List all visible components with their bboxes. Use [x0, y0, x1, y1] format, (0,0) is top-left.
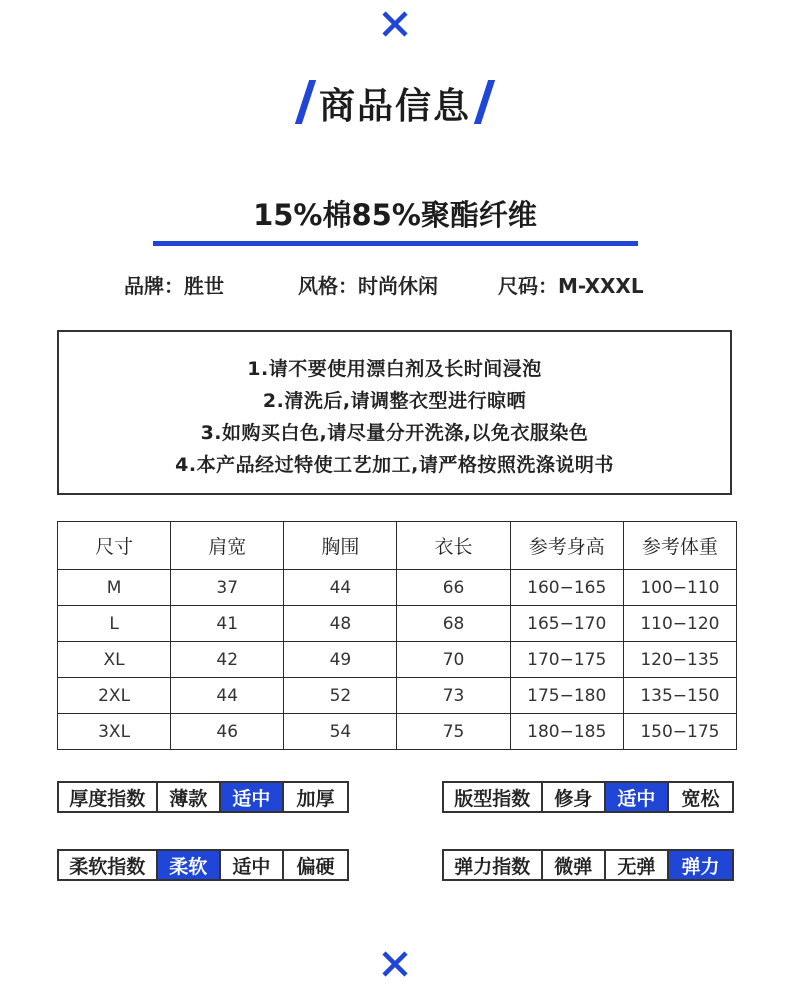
table-cell: 150−175	[623, 714, 736, 750]
fit-option: 宽松	[669, 783, 732, 811]
table-cell: 46	[171, 714, 284, 750]
table-row	[58, 606, 737, 642]
table-header-cell: 衣长	[397, 522, 510, 570]
table-cell: 49	[284, 642, 397, 678]
table-cell: 110−120	[623, 606, 736, 642]
slash-decoration-left	[295, 80, 316, 124]
table-cell: 66	[397, 570, 510, 606]
material-underline	[153, 241, 638, 246]
table-cell: 180−185	[510, 714, 623, 750]
table-cell: 37	[171, 570, 284, 606]
size-table	[57, 521, 737, 750]
care-line: 2.清洗后,请调整衣型进行晾晒	[262, 390, 527, 412]
table-header-cell: 胸围	[284, 522, 397, 570]
softness-option: 适中	[221, 851, 284, 879]
x-cross-icon	[379, 8, 411, 40]
table-cell: 160−165	[510, 570, 623, 606]
care-instructions-box	[57, 330, 732, 495]
table-cell: 48	[284, 606, 397, 642]
table-cell: 2XL	[58, 678, 171, 714]
table-cell: 100−110	[623, 570, 736, 606]
fit-index	[442, 781, 734, 813]
softness-option: 柔软	[158, 851, 221, 879]
care-line: 4.本产品经过特使工艺加工,请严格按照洗涤说明书	[175, 454, 614, 476]
thickness-index-label: 厚度指数	[59, 783, 158, 811]
care-line: 1.请不要使用漂白剂及长时间浸泡	[247, 358, 542, 380]
table-row	[58, 714, 737, 750]
material-composition: 15%棉85%聚酯纤维	[253, 198, 537, 232]
fit-option: 修身	[543, 783, 606, 811]
x-cross-icon	[379, 948, 411, 980]
table-cell: M	[58, 570, 171, 606]
table-cell: 44	[171, 678, 284, 714]
elasticity-option: 微弹	[543, 851, 606, 879]
table-cell: XL	[58, 642, 171, 678]
section-title	[0, 78, 790, 129]
table-row	[58, 642, 737, 678]
table-cell: 41	[171, 606, 284, 642]
table-cell: 170−175	[510, 642, 623, 678]
thickness-option: 适中	[221, 783, 284, 811]
elasticity-index-label: 弹力指数	[444, 851, 543, 879]
slash-decoration-right	[474, 80, 495, 124]
size-range-info: 尺码：M-XXXL	[498, 274, 644, 298]
fit-index-label: 版型指数	[444, 783, 543, 811]
thickness-option: 加厚	[284, 783, 347, 811]
elasticity-option: 弹力	[669, 851, 732, 879]
thickness-index	[57, 781, 349, 813]
brand-info: 品牌：胜世	[124, 274, 224, 298]
softness-index	[57, 849, 349, 881]
table-cell: 120−135	[623, 642, 736, 678]
elasticity-index	[442, 849, 734, 881]
style-info: 风格：时尚休闲	[298, 274, 438, 298]
table-cell: 175−180	[510, 678, 623, 714]
section-title-text: 商品信息	[318, 86, 471, 127]
table-cell: 73	[397, 678, 510, 714]
table-cell: 3XL	[58, 714, 171, 750]
table-row	[58, 570, 737, 606]
table-cell: 135−150	[623, 678, 736, 714]
softness-index-label: 柔软指数	[59, 851, 158, 879]
table-cell: 70	[397, 642, 510, 678]
fit-option: 适中	[606, 783, 669, 811]
table-cell: 54	[284, 714, 397, 750]
table-cell: 68	[397, 606, 510, 642]
elasticity-option: 无弹	[606, 851, 669, 879]
thickness-option: 薄款	[158, 783, 221, 811]
table-header-cell: 参考身高	[510, 522, 623, 570]
table-header-cell: 尺寸	[58, 522, 171, 570]
table-cell: 42	[171, 642, 284, 678]
table-cell: 165−170	[510, 606, 623, 642]
table-cell: 44	[284, 570, 397, 606]
table-header-cell: 肩宽	[171, 522, 284, 570]
table-header-row	[58, 522, 737, 570]
table-cell: L	[58, 606, 171, 642]
table-cell: 52	[284, 678, 397, 714]
table-row	[58, 678, 737, 714]
softness-option: 偏硬	[284, 851, 347, 879]
table-header-cell: 参考体重	[623, 522, 736, 570]
care-line: 3.如购买白色,请尽量分开洗涤,以免衣服染色	[200, 422, 589, 444]
table-cell: 75	[397, 714, 510, 750]
